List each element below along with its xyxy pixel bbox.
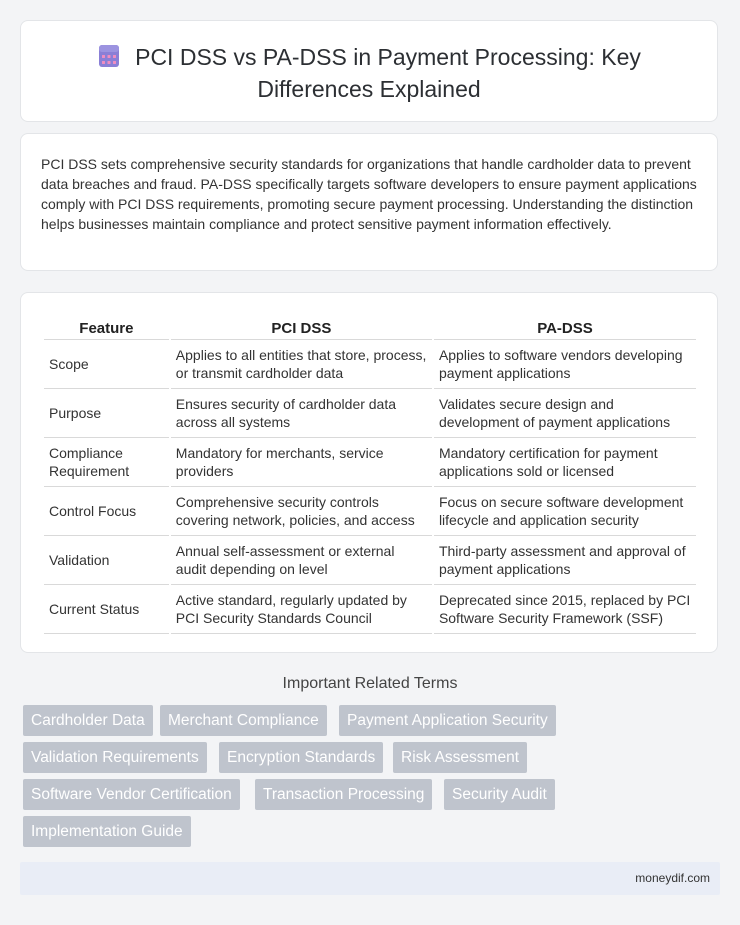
title-line-1: PCI DSS vs PA-DSS in Payment Processing: Key (135, 44, 641, 70)
tag-validation-requirements[interactable]: Validation Requirements (23, 742, 207, 773)
cell-pci-dss: Active standard, regularly updated by PCI Security Standards Council (171, 585, 432, 634)
cell-pa-dss: Focus on secure software development lifecycle and application security (434, 487, 696, 536)
cell-pci-dss: Comprehensive security controls covering network, policies, and access (171, 487, 432, 536)
header-pa-dss: PA-DSS (434, 314, 696, 340)
cell-pci-dss: Mandatory for merchants, service providers (171, 438, 432, 487)
table-row (44, 585, 696, 634)
title-line-2: Differences Explained (257, 76, 481, 102)
cell-pci-dss: Ensures security of cardholder data across all systems (171, 389, 432, 438)
footer-site[interactable]: moneydif.com (635, 871, 710, 885)
table-row (44, 536, 696, 585)
table-header-row (44, 314, 696, 340)
footer (20, 862, 720, 895)
intro-card (20, 133, 718, 271)
table-row (44, 487, 696, 536)
cell-feature: Current Status (44, 585, 169, 634)
tag-implementation-guide[interactable]: Implementation Guide (23, 816, 191, 847)
cell-pa-dss: Deprecated since 2015, replaced by PCI Software Security Framework (SSF) (434, 585, 696, 634)
tag-transaction-processing[interactable]: Transaction Processing (255, 779, 432, 810)
title-card (20, 20, 718, 122)
tag-payment-application-security[interactable]: Payment Application Security (339, 705, 556, 736)
comparison-card (20, 292, 718, 653)
cell-feature: Scope (44, 340, 169, 389)
header-feature: Feature (44, 314, 169, 340)
cell-pci-dss: Annual self-assessment or external audit depending on level (171, 536, 432, 585)
tag-encryption-standards[interactable]: Encryption Standards (219, 742, 383, 773)
cell-feature: Validation (44, 536, 169, 585)
cell-pa-dss: Validates secure design and development of payment applications (434, 389, 696, 438)
cell-pa-dss: Third-party assessment and approval of payment applications (434, 536, 696, 585)
cell-feature: Purpose (44, 389, 169, 438)
tag-merchant-compliance[interactable]: Merchant Compliance (160, 705, 327, 736)
tag-risk-assessment[interactable]: Risk Assessment (393, 742, 527, 773)
calculator-icon (97, 44, 121, 75)
cell-pa-dss: Applies to software vendors developing payment applications (434, 340, 696, 389)
tag-security-audit[interactable]: Security Audit (444, 779, 555, 810)
header-pci-dss: PCI DSS (171, 314, 432, 340)
cell-feature: Compliance Requirement (44, 438, 169, 487)
comparison-table (42, 314, 698, 634)
table-row (44, 340, 696, 389)
intro-paragraph: PCI DSS sets comprehensive security standards for organizations that handle cardholder data to prevent data breaches and fraud. PA-DSS specifically targets software developers to ensure payment applications comply with PCI DSS requirements, promoting secure payment processing. Understanding the distinction helps businesses maintain compliance and protect sensitive payment information effectively. (41, 156, 697, 232)
cell-pci-dss: Applies to all entities that store, process, or transmit cardholder data (171, 340, 432, 389)
page-title (21, 43, 717, 104)
table-row (44, 438, 696, 487)
cell-feature: Control Focus (44, 487, 169, 536)
table-row (44, 389, 696, 438)
tag-software-vendor-certification[interactable]: Software Vendor Certification (23, 779, 240, 810)
tag-cardholder-data[interactable]: Cardholder Data (23, 705, 153, 736)
cell-pa-dss: Mandatory certification for payment applications sold or licensed (434, 438, 696, 487)
related-terms-heading: Important Related Terms (282, 675, 458, 692)
